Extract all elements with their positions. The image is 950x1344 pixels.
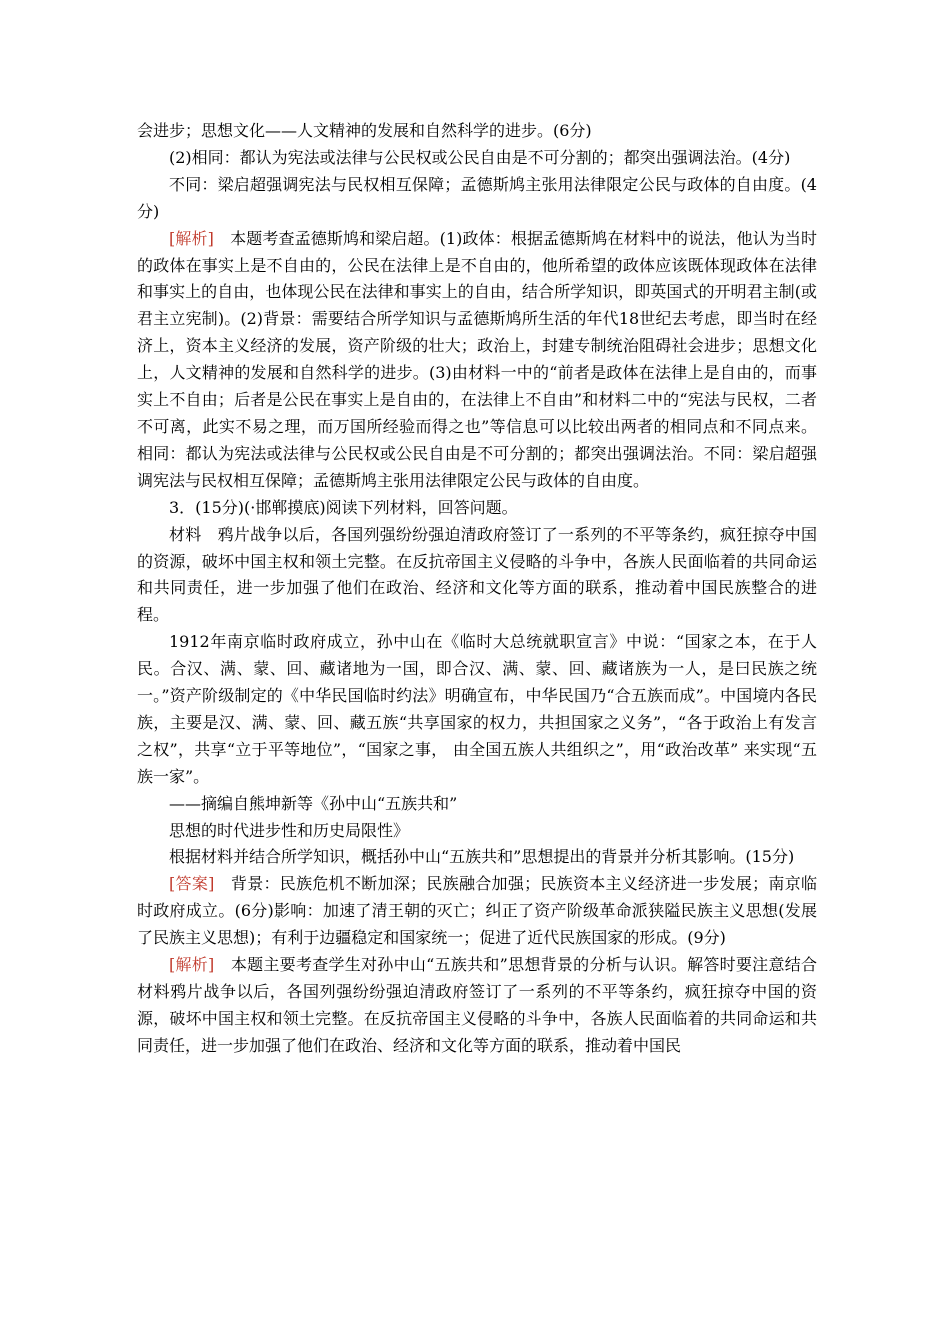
paragraph-text: 材料 鸦片战争以后，各国列强纷纷强迫清政府签订了一系列的不平等条约，疯狂掠夺中国的资源，破坏中国主权和领土完整。在反抗帝国主义侵略的斗争中，各族人民面临着的共同命运和共同责任，进一步加强了他们在政治、经济和文化等方面的联系，推动着中国民族整合的进程。 <box>137 524 817 625</box>
paragraph-text: 思想的时代进步性和历史局限性》 <box>169 820 410 840</box>
paragraph-1 <box>137 118 817 145</box>
paragraph-text: 本题考查孟德斯鸠和梁启超。(1)政体：根据孟德斯鸠在材料中的说法，他认为当时的政体在事实上是不自由的，公民在法律上是不自由的，他所希望的政体应该既体现政体在法律和事实上的自由，也体现公民在法律和事实上的自由，结合所学知识，即英国式的开明君主制(或君主立宪制)。(2)背景：需要结合所学知识与孟德斯鸠所生活的年代18世纪去考虑，即当时在经济上，资本主义经济的发展，资产阶级的壮大；政治上，封建专制统治阻碍社会进步；思想文化上，人文精神的发展和自然科学的进步。(3)由材料一中的“前者是政体在法律上是自由的，而事实上不自由；后者是公民在事实上是自由的，在法律上不自由”和材料二中的“宪法与民权，二者不可离，此实不易之理，而万国所经验而得之也”等信息可以比较出两者的相同点和不同点来。相同：都认为宪法或法律与公民权或公民自由是不可分割的；都突出强调法治。不同：梁启超强调宪法与民权相互保障；孟德斯鸠主张用法律限定公民与政体的自由度。 <box>137 228 817 490</box>
source-line-2 <box>137 818 817 845</box>
material-paragraph-2 <box>137 629 817 790</box>
answer-tag: [答案] <box>169 874 215 894</box>
paragraph-2 <box>137 145 817 172</box>
paragraph-text: 根据材料并结合所学知识，概括孙中山“五族共和”思想提出的背景并分析其影响。(15分) <box>169 847 795 867</box>
analysis-paragraph-2 <box>137 952 817 1060</box>
paragraph-3 <box>137 172 817 226</box>
analysis-tag: [解析] <box>169 228 214 248</box>
paragraph-text: 本题主要考查学生对孙中山“五族共和”思想背景的分析与认识。解答时要注意结合材料鸦片战争以后，各国列强纷纷强迫清政府签订了一系列的不平等条约，疯狂掠夺中国的资源，破坏中国主权和领土完整。在反抗帝国主义侵略的斗争中，各族人民面临着的共同命运和共同责任，进一步加强了他们在政治、经济和文化等方面的联系，推动着中国民 <box>137 955 817 1055</box>
paragraph-text: (2)相同：都认为宪法或法律与公民权或公民自由是不可分割的；都突出强调法治。(4分) <box>169 147 791 167</box>
paragraph-text: 1912年南京临时政府成立，孙中山在《临时大总统就职宣言》中说：“国家之本，在于人民。合汉、满、蒙、回、藏诸地为一国，即合汉、满、蒙、回、藏诸族为一人，是曰民族之统一。”资产阶级制定的《中华民国临时约法》明确宣布，中华民国乃“合五族而成”。中国境内各民族，主要是汉、满、蒙、回、藏五族“共享国家的权力，共担国家之义务”，“各于政治上有发言之权”，共享“立于平等地位”，“国家之事， 由全国五族人共组织之”，用“政治改革” 来实现“五族一家”。 <box>137 632 817 786</box>
document-page <box>137 118 817 1060</box>
question-3-heading <box>137 495 817 522</box>
paragraph-text: 背景：民族危机不断加深；民族融合加强；民族资本主义经济进一步发展；南京临时政府成立。(6分)影响：加速了清王朝的灭亡；纠正了资产阶级革命派狭隘民族主义思想(发展了民族主义思想)；有利于边疆稳定和国家统一；促进了近代民族国家的形成。(9分) <box>137 874 817 948</box>
question-prompt <box>137 844 817 871</box>
paragraph-text: ——摘编自熊坤新等《孙中山“五族共和” <box>169 793 458 813</box>
material-paragraph-1 <box>137 522 817 630</box>
paragraph-text: 3．(15分)(·邯郸摸底)阅读下列材料，回答问题。 <box>169 497 518 517</box>
source-line-1 <box>137 791 817 818</box>
paragraph-text: 不同：梁启超强调宪法与民权相互保障；孟德斯鸠主张用法律限定公民与政体的自由度。(4分) <box>137 174 817 221</box>
analysis-tag: [解析] <box>169 955 215 975</box>
paragraph-4-analysis <box>137 226 817 495</box>
paragraph-text: 会进步；思想文化——人文精神的发展和自然科学的进步。(6分) <box>137 121 592 140</box>
answer-paragraph <box>137 871 817 952</box>
